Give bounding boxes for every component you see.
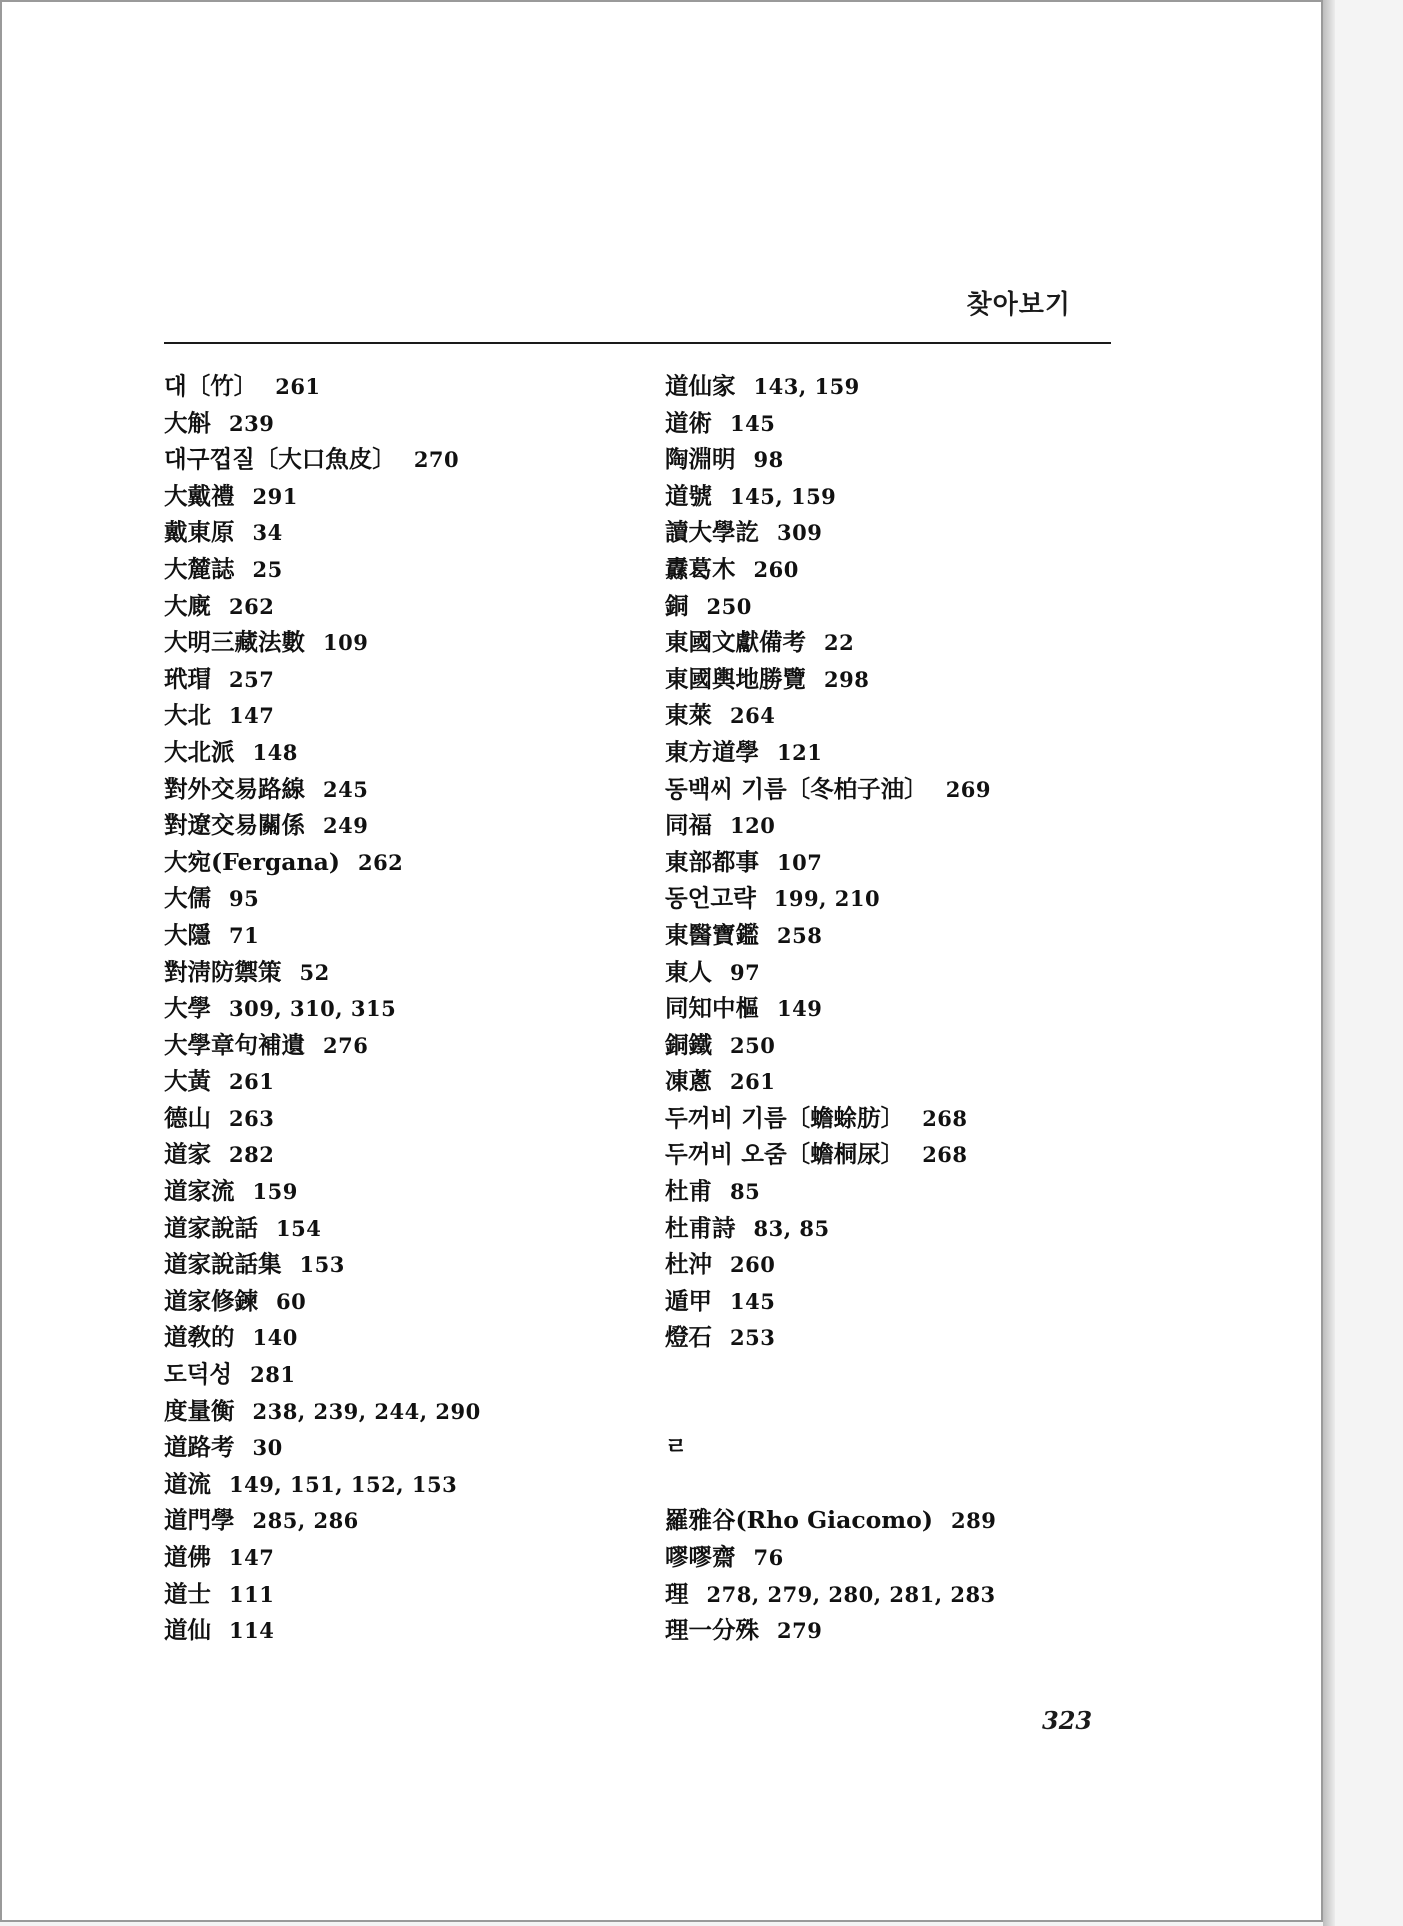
index-page-refs: 52 <box>299 959 330 985</box>
index-entry <box>665 1539 1145 1576</box>
index-page-refs: 149 <box>777 996 823 1022</box>
index-term: 東國文獻備考 <box>665 628 806 657</box>
index-page-refs: 261 <box>730 1069 776 1095</box>
section-gap <box>665 1356 1145 1393</box>
index-page-refs: 159 <box>252 1179 298 1205</box>
index-term: 道路考 <box>164 1433 235 1462</box>
index-entry <box>164 954 644 991</box>
index-term: 도덕성 <box>164 1360 233 1389</box>
index-entry <box>665 807 1145 844</box>
index-page-refs: 98 <box>753 447 784 473</box>
index-term: 銅 <box>665 591 689 620</box>
index-page-refs: 278, 279, 280, 281, 283 <box>706 1581 996 1607</box>
index-page-refs: 111 <box>229 1581 275 1607</box>
index-page-refs: 258 <box>777 922 823 948</box>
index-entry <box>164 551 644 588</box>
index-term: 道仙家 <box>665 372 736 400</box>
index-entry <box>665 734 1145 771</box>
index-entry <box>665 1612 1145 1649</box>
index-term: 大北 <box>164 701 211 730</box>
index-page-refs: 264 <box>730 703 776 729</box>
index-term: 道流 <box>164 1469 211 1498</box>
index-term: 玳瑁 <box>164 664 211 693</box>
index-page-refs: 268 <box>922 1105 968 1131</box>
index-term: 東醫寶鑑 <box>665 920 759 949</box>
index-term: 度量衡 <box>164 1396 235 1425</box>
index-term: 동언고략 <box>665 884 756 913</box>
index-entry <box>164 441 644 478</box>
index-entry <box>164 1319 644 1356</box>
index-page-refs: 281 <box>250 1362 296 1388</box>
index-entry <box>164 368 644 405</box>
index-page-refs: 145 <box>730 1288 776 1314</box>
index-page-refs: 262 <box>229 593 275 619</box>
index-entry <box>665 1173 1145 1210</box>
index-term: 燈石 <box>665 1323 712 1352</box>
index-term: 대구껍질〔大口魚皮〕 <box>164 445 396 474</box>
index-entry <box>164 1393 644 1430</box>
index-page-refs: 309, 310, 315 <box>229 996 397 1022</box>
index-entry <box>665 697 1145 734</box>
index-entry <box>665 514 1145 551</box>
index-entry <box>665 441 1145 478</box>
index-page-refs: 85 <box>730 1179 761 1205</box>
index-entry <box>665 917 1145 954</box>
index-entry <box>164 807 644 844</box>
index-page-refs: 120 <box>730 813 776 839</box>
index-term: 두꺼비 기름〔蟾蜍肪〕 <box>665 1103 905 1132</box>
index-page-refs: 276 <box>323 1032 369 1058</box>
index-term: 大儒 <box>164 884 211 913</box>
index-term: 嘐嘐齋 <box>665 1543 736 1571</box>
page-number: 323 <box>1042 1706 1093 1735</box>
index-page-refs: 282 <box>229 1142 275 1168</box>
index-entry <box>665 1283 1145 1320</box>
index-term: 道佛 <box>164 1543 211 1571</box>
index-entry <box>665 368 1145 405</box>
index-term: 道家修鍊 <box>164 1286 258 1315</box>
index-page-refs: 76 <box>753 1545 784 1570</box>
index-term: 同知中樞 <box>665 994 759 1023</box>
index-page-refs: 261 <box>229 1069 275 1095</box>
index-entry <box>164 1539 644 1576</box>
index-entry <box>164 1466 644 1503</box>
index-entry <box>665 1576 1145 1613</box>
index-entry <box>665 1063 1145 1100</box>
index-page-refs: 245 <box>323 776 369 802</box>
index-term: 讀大學訖 <box>665 518 759 547</box>
index-term: 동백씨 기름〔冬柏子油〕 <box>665 774 928 803</box>
index-page-refs: 147 <box>229 703 275 729</box>
index-term: 道仙 <box>164 1616 211 1645</box>
index-term: 道門學 <box>164 1506 235 1535</box>
index-entry <box>665 624 1145 661</box>
index-term: 大隱 <box>164 920 211 949</box>
index-term: 杜沖 <box>665 1250 712 1279</box>
index-term: 東萊 <box>665 701 712 730</box>
index-term: 道敎的 <box>164 1323 235 1352</box>
index-term: 道家 <box>164 1140 211 1169</box>
index-section-ㄷ-continued <box>665 368 1145 1356</box>
index-page-refs: 25 <box>252 556 283 582</box>
index-page-refs: 60 <box>276 1288 307 1314</box>
index-page-refs: 269 <box>945 776 992 802</box>
index-entry <box>164 661 644 698</box>
index-term: 纛葛木 <box>665 554 736 583</box>
index-page-refs: 270 <box>413 447 460 473</box>
index-term: 大黃 <box>164 1067 211 1096</box>
index-page-refs: 285, 286 <box>252 1508 359 1534</box>
index-page-refs: 263 <box>229 1105 275 1131</box>
index-term: 對遼交易關係 <box>164 811 305 840</box>
index-term: 理一分殊 <box>665 1616 759 1645</box>
index-page-refs: 153 <box>299 1252 345 1278</box>
index-column-right <box>665 368 1145 1649</box>
index-entry <box>164 1612 644 1649</box>
index-page-refs: 95 <box>229 886 260 912</box>
index-entry <box>164 917 644 954</box>
section-heading-letter: ㄹ <box>665 1434 688 1461</box>
index-term: 東國輿地勝覽 <box>665 664 806 693</box>
index-term: 東人 <box>665 957 712 986</box>
index-page-refs: 34 <box>252 520 283 546</box>
index-page-refs: 154 <box>276 1215 322 1241</box>
index-entry <box>164 1173 644 1210</box>
index-term: 道家說話 <box>164 1213 258 1242</box>
index-entry <box>164 588 644 625</box>
index-entry <box>164 478 644 515</box>
index-page-refs: 145, 159 <box>730 483 837 509</box>
index-entry <box>164 1429 644 1466</box>
index-entry <box>665 1136 1145 1173</box>
index-entry <box>164 1136 644 1173</box>
index-term: 大宛(Fergana) <box>164 847 340 876</box>
index-entry <box>164 771 644 808</box>
index-term: 同福 <box>665 811 712 840</box>
index-page-refs: 298 <box>824 666 870 692</box>
index-entry <box>164 697 644 734</box>
index-term: 陶淵明 <box>665 445 736 474</box>
index-term: 德山 <box>164 1103 211 1132</box>
index-entry <box>665 588 1145 625</box>
index-entry <box>164 514 644 551</box>
index-term: 羅雅谷(Rho Giacomo) <box>665 1506 933 1535</box>
index-column-left <box>164 368 644 1649</box>
index-term: 銅鐵 <box>665 1030 712 1059</box>
index-entry <box>164 624 644 661</box>
index-entry <box>665 1100 1145 1137</box>
index-entry <box>164 405 644 442</box>
index-term: 對外交易路線 <box>164 774 305 803</box>
index-page-refs: 250 <box>730 1032 776 1058</box>
index-term: 遁甲 <box>665 1286 712 1315</box>
index-entry <box>164 990 644 1027</box>
index-term: 大明三藏法數 <box>164 628 305 657</box>
index-entry <box>665 1210 1145 1247</box>
index-page-refs: 97 <box>730 959 761 985</box>
index-entry <box>665 1502 1145 1539</box>
index-term: 杜甫詩 <box>665 1213 736 1242</box>
index-term: 對淸防禦策 <box>164 957 282 986</box>
index-term: 大麓誌 <box>164 554 235 583</box>
index-term: 東方道學 <box>665 737 759 766</box>
index-term: 東部都事 <box>665 847 759 876</box>
index-page-refs: 260 <box>753 556 799 582</box>
index-entry <box>164 1100 644 1137</box>
index-page-refs: 289 <box>950 1508 997 1534</box>
index-term: 杜甫 <box>665 1177 712 1206</box>
index-term: 大戴禮 <box>164 481 235 510</box>
index-term: 大斛 <box>164 408 211 437</box>
header-rule <box>164 342 1111 344</box>
index-term: 道家說話集 <box>164 1250 282 1279</box>
index-term: 凍蔥 <box>665 1067 712 1096</box>
index-page-refs: 279 <box>777 1618 823 1644</box>
index-term: 戴東原 <box>164 518 235 547</box>
index-term: 道士 <box>164 1579 211 1608</box>
index-term: 大北派 <box>164 737 235 766</box>
index-entry <box>164 880 644 917</box>
index-page-refs: 22 <box>824 630 855 656</box>
index-page-refs: 149, 151, 152, 153 <box>229 1471 458 1497</box>
index-page-refs: 83, 85 <box>753 1215 830 1241</box>
index-page-refs: 250 <box>706 593 752 619</box>
index-entry <box>665 990 1145 1027</box>
index-page-refs: 268 <box>922 1142 968 1168</box>
index-term: 道家流 <box>164 1177 235 1206</box>
index-page-refs: 260 <box>730 1252 776 1278</box>
index-page-refs: 262 <box>357 849 404 875</box>
index-term: 道號 <box>665 481 712 510</box>
index-entry <box>665 478 1145 515</box>
index-entry <box>164 1027 644 1064</box>
index-entry <box>164 1063 644 1100</box>
section-gap <box>665 1393 1145 1430</box>
index-term: 道術 <box>665 408 712 437</box>
section-gap <box>665 1466 1145 1503</box>
index-entry <box>665 405 1145 442</box>
index-page-refs: 107 <box>777 849 823 875</box>
index-entry <box>665 954 1145 991</box>
index-term: 大學 <box>164 994 211 1023</box>
index-term: 大廐 <box>164 591 211 620</box>
index-term: 대〔竹〕 <box>164 372 258 400</box>
index-term: 두꺼비 오줌〔蟾桐尿〕 <box>665 1140 905 1169</box>
index-entry <box>665 844 1145 881</box>
index-entry <box>665 661 1145 698</box>
index-page-refs: 114 <box>229 1618 275 1644</box>
index-page-refs: 253 <box>730 1325 776 1351</box>
index-entry <box>665 1027 1145 1064</box>
index-page-refs: 249 <box>323 813 369 839</box>
index-entry <box>164 1210 644 1247</box>
index-entry <box>164 1502 644 1539</box>
index-page-refs: 199, 210 <box>773 886 881 912</box>
index-term: 大學章句補遺 <box>164 1030 305 1059</box>
index-page-refs: 239 <box>229 410 275 436</box>
index-page-refs: 261 <box>275 374 321 399</box>
index-entry <box>665 771 1145 808</box>
index-page-refs: 121 <box>777 739 823 765</box>
index-page-refs: 143, 159 <box>753 374 860 399</box>
index-page-refs: 30 <box>252 1435 283 1461</box>
running-header: 찾아보기 <box>966 290 1071 320</box>
index-entry <box>665 1319 1145 1356</box>
page-edge-shadow <box>1323 0 1335 1926</box>
index-page-refs: 145 <box>730 410 776 436</box>
index-entry <box>665 1246 1145 1283</box>
index-entry <box>164 1246 644 1283</box>
index-page-refs: 309 <box>777 520 823 546</box>
index-entry <box>164 1576 644 1613</box>
index-section-ㄹ <box>665 1502 1145 1648</box>
index-entry <box>164 1356 644 1393</box>
index-page-refs: 238, 239, 244, 290 <box>252 1398 481 1424</box>
index-entry <box>665 880 1145 917</box>
index-entry <box>164 734 644 771</box>
index-entry <box>665 551 1145 588</box>
index-entry <box>164 1283 644 1320</box>
index-page-refs: 71 <box>229 922 260 948</box>
index-entry <box>164 844 644 881</box>
index-page-refs: 291 <box>252 483 298 509</box>
index-page-refs: 257 <box>229 666 275 692</box>
index-page-refs: 140 <box>252 1325 298 1351</box>
index-page-refs: 109 <box>323 630 369 656</box>
index-page-refs: 147 <box>229 1545 275 1570</box>
index-page-refs: 148 <box>252 739 298 765</box>
index-term: 理 <box>665 1579 689 1608</box>
